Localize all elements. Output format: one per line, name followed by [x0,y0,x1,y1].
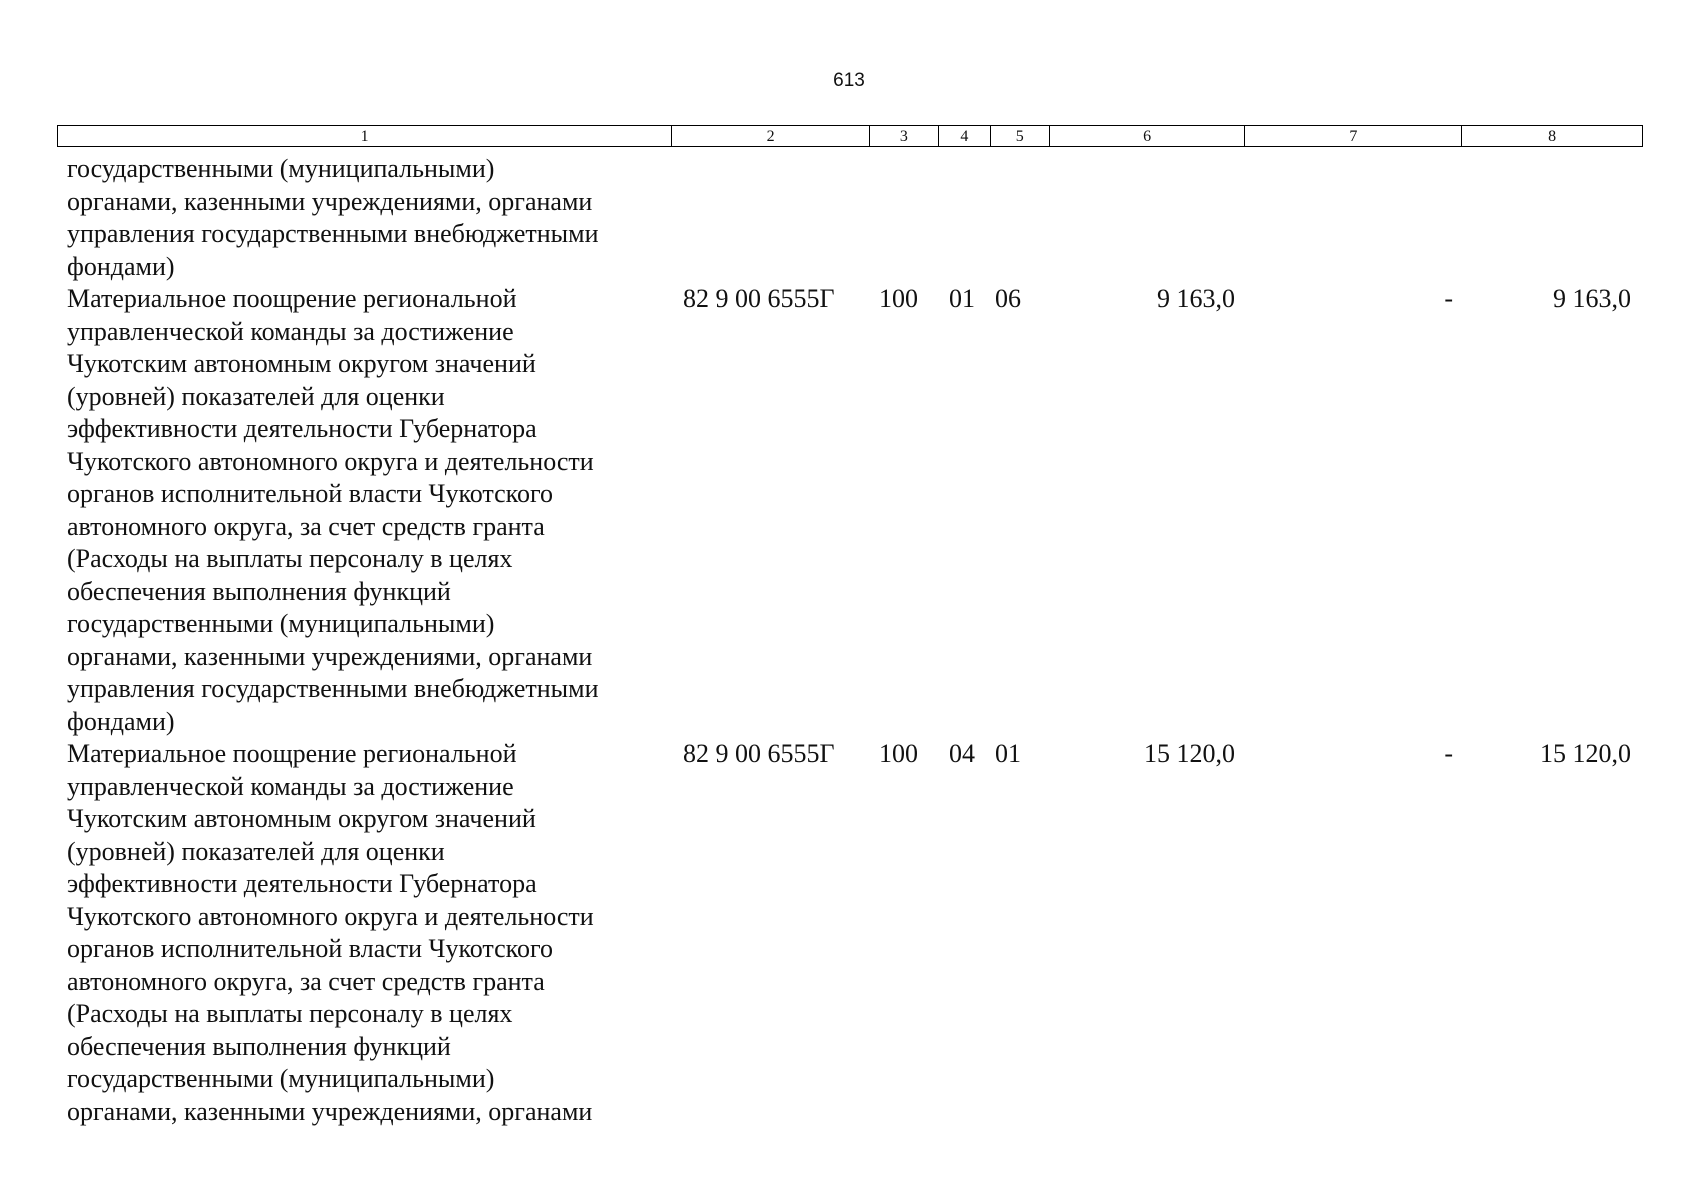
description-line: органов исполнительной власти Чукотского [67,934,553,963]
description-line: органами, казенными учреждениями, органами [67,641,593,671]
header-col-1: 1 [58,126,672,146]
row-col-3: 100 [879,284,918,313]
description-line: (уровней) показателей для оценки [67,381,445,411]
description-line: (уровней) показателей для оценки [67,836,445,866]
page-number: 613 [833,70,865,91]
row-col-4: 01 [949,284,975,313]
description-line: Чукотского автономного округа и деятельности [67,901,594,931]
row-description [57,153,672,283]
row-col-4: 04 [949,739,975,768]
description-line: фондами) [67,706,175,736]
header-col-8: 8 [1548,128,1557,145]
table-row [57,738,1643,1128]
description-line: государственными (муниципальными) [67,154,495,183]
description-line: государственными (муниципальными) [67,609,495,638]
description-line: Чукотским автономным округом значений [67,349,536,378]
row-col-8: 9 163,0 [1553,284,1631,313]
header-col-4: 4 [939,126,991,146]
description-line: управления государственными внебюджетными [67,219,599,248]
table-header [57,125,1643,147]
row-col-7: - [1444,284,1453,313]
description-line: Материальное поощрение региональной [67,739,517,768]
description-line: управленческой команды за достижение [67,771,514,801]
description-line: автономного округа, за счет средств гранта [67,966,545,996]
description-line: органами, казенными учреждениями, органами [67,1096,593,1126]
header-col-7: 7 [1245,126,1462,146]
description-line: управления государственными внебюджетными [67,674,599,703]
row-col-6: 9 163,0 [1157,284,1235,313]
description-line: автономного округа, за счет средств гранта [67,511,545,541]
description-line: Материальное поощрение региональной [67,284,517,313]
description-line: Чукотского автономного округа и деятельности [67,446,594,476]
description-line: государственными (муниципальными) [67,1064,495,1093]
row-col-3: 100 [879,739,918,768]
description-line: (Расходы на выплаты персоналу в целях [67,544,513,573]
description-line: органами, казенными учреждениями, органами [67,186,593,216]
row-code: 82 9 00 6555Г [683,739,835,768]
description-line: обеспечения выполнения функций [67,1031,451,1061]
description-line: эффективности деятельности Губернатора [67,414,537,443]
description-line: управленческой команды за достижение [67,316,514,346]
row-code: 82 9 00 6555Г [683,284,835,313]
description-line: эффективности деятельности Губернатора [67,869,537,898]
row-col-8: 15 120,0 [1540,739,1631,768]
description-line: обеспечения выполнения функций [67,576,451,606]
description-line: Чукотским автономным округом значений [67,804,536,833]
row-col-6: 15 120,0 [1144,739,1235,768]
header-col-3: 3 [870,126,939,146]
row-col-7: - [1444,739,1453,768]
table-body [57,153,1643,1128]
header-col-2: 2 [672,126,870,146]
row-col-5: 06 [995,284,1021,313]
table-row [57,283,1643,738]
header-col-6: 6 [1050,126,1246,146]
description-line: органов исполнительной власти Чукотского [67,479,553,508]
description-line: (Расходы на выплаты персоналу в целях [67,999,513,1028]
description-line: фондами) [67,251,175,281]
header-col-5: 5 [991,126,1050,146]
table-row [57,153,1643,283]
row-description [57,738,672,1128]
row-description [57,283,672,738]
row-col-5: 01 [995,739,1021,768]
